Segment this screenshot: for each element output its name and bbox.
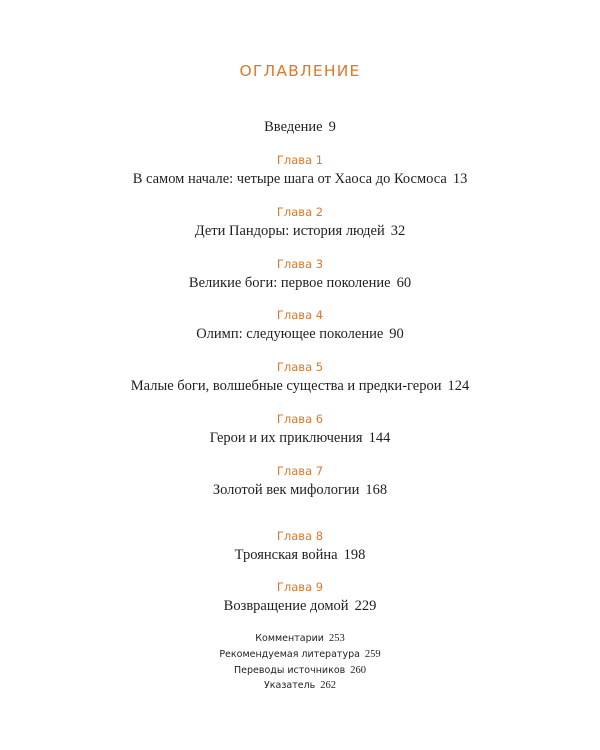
entry-page-number: 60 [396, 275, 412, 291]
entry-title: Переводы источников [233, 665, 346, 676]
entry-page-number: 144 [368, 430, 391, 446]
entry-page-number: 229 [354, 598, 377, 614]
toc-entry-introduction[interactable] [0, 119, 600, 136]
chapter-label-4: Глава 4 [276, 308, 324, 322]
toc-entry-chapter-3[interactable] [0, 275, 600, 292]
toc-entry-chapter-6[interactable] [0, 430, 600, 447]
entry-title: Золотой век мифологии [212, 482, 360, 498]
entry-title: Троянская война [234, 547, 338, 563]
entry-page-number: 32 [390, 223, 406, 239]
entry-title: Малые боги, волшебные существа и предки-герои [130, 378, 442, 394]
chapter-label-5: Глава 5 [276, 360, 324, 374]
entry-title: Введение [264, 119, 323, 135]
entry-title: Возвращение домой [223, 598, 349, 614]
toc-entry-chapter-2[interactable] [0, 223, 600, 240]
entry-page-number: 253 [328, 633, 345, 644]
chapter-label-1: Глава 1 [276, 153, 324, 167]
toc-entry-chapter-5[interactable] [0, 378, 600, 395]
entry-title: Дети Пандоры: история людей [194, 223, 385, 239]
entry-title: Великие боги: первое поколение [188, 275, 391, 291]
entry-page-number: 13 [452, 171, 468, 187]
entry-page-number: 198 [343, 547, 366, 563]
chapter-label-8: Глава 8 [276, 529, 324, 543]
entry-page-number: 9 [328, 119, 336, 135]
entry-page-number: 90 [389, 326, 404, 342]
entry-title: Указатель [263, 680, 316, 691]
entry-page-number: 168 [365, 482, 388, 498]
entry-page-number: 259 [364, 649, 381, 660]
chapter-label-7: Глава 7 [276, 464, 324, 478]
toc-entry-chapter-7[interactable] [0, 482, 600, 499]
chapter-label-2: Глава 2 [276, 205, 324, 219]
toc-entry-comments[interactable] [0, 633, 600, 644]
toc-entry-chapter-8[interactable] [0, 547, 600, 564]
entry-title: Рекомендуемая литература [219, 649, 360, 660]
toc-entry-chapter-9[interactable] [0, 598, 600, 615]
entry-page-number: 262 [320, 680, 337, 691]
entry-title: Герои и их приключения [209, 430, 363, 446]
toc-entry-chapter-1[interactable] [0, 171, 600, 188]
entry-title: В самом начале: четыре шага от Хаоса до Космоса [132, 171, 447, 187]
entry-page-number: 124 [447, 378, 470, 394]
chapter-label-6: Глава 6 [276, 412, 324, 426]
entry-title: Комментарии [255, 633, 324, 644]
entry-page-number: 260 [350, 665, 366, 676]
toc-entry-recommended-reading[interactable] [0, 649, 600, 660]
chapter-label-9: Глава 9 [276, 580, 324, 594]
chapter-label-3: Глава 3 [276, 257, 324, 271]
toc-entry-index[interactable] [0, 680, 600, 691]
toc-heading: ОГЛАВЛЕНИЕ [239, 62, 361, 80]
entry-title: Олимп: следующее поколение [196, 326, 384, 342]
toc-entry-chapter-4[interactable] [0, 326, 600, 343]
toc-entry-source-translations[interactable] [0, 665, 600, 676]
